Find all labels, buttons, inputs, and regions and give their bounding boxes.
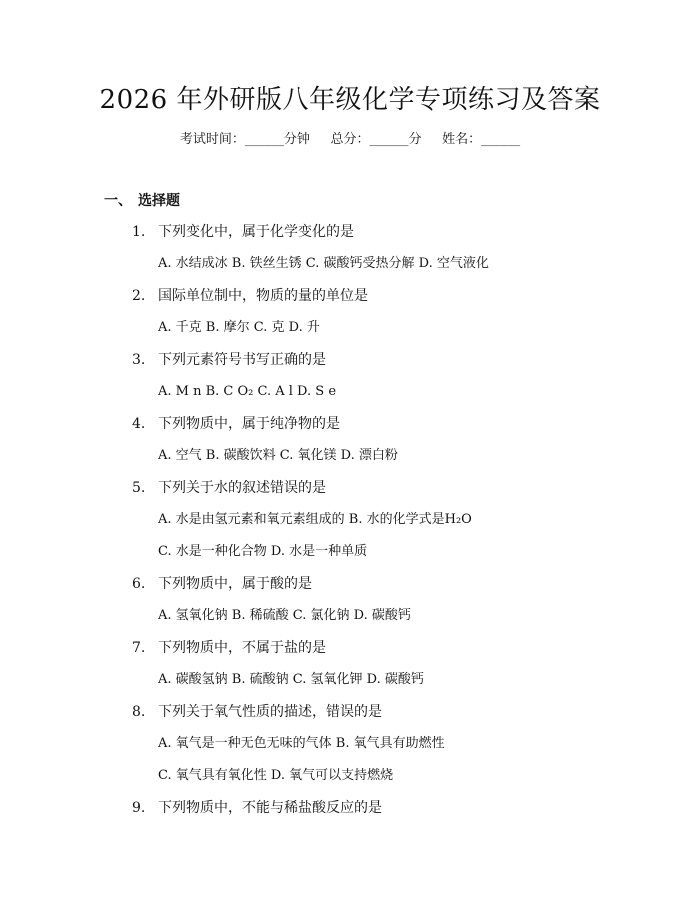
question-text: 下列元素符号书写正确的是 — [158, 352, 326, 368]
question-number: 7. — [132, 640, 146, 656]
question-options: A. 碳酸氢钠 B. 硫酸钠 C. 氢氧化钾 D. 碳酸钙 — [158, 672, 424, 687]
question-text: 下列物质中，属于纯净物的是 — [158, 416, 340, 432]
question-text: 下列物质中，不属于盐的是 — [158, 640, 326, 656]
question-stem — [132, 285, 368, 307]
question-stem — [132, 221, 354, 243]
question-stem — [132, 477, 326, 499]
section-heading — [104, 190, 180, 212]
question-number: 2. — [132, 288, 146, 304]
question-stem — [132, 413, 340, 435]
question-options: A. 氢氧化钠 B. 稀硫酸 C. 氯化钠 D. 碳酸钙 — [158, 608, 411, 623]
question-number: 8. — [132, 704, 146, 720]
question-options: A. M n B. C O₂ C. A l D. S e — [158, 384, 337, 399]
question-options: A. 氧气是一种无色无味的气体 B. 氧气具有助燃性 — [158, 736, 445, 751]
document-title: 2026 年外研版八年级化学专项练习及答案 — [99, 85, 601, 115]
question-text: 下列变化中，属于化学变化的是 — [158, 224, 354, 240]
question-text: 国际单位制中，物质的量的单位是 — [158, 288, 368, 304]
exam-meta-line: 考试时间：______分钟 总分：______分 姓名：______ — [179, 132, 521, 147]
question-options: C. 氧气具有氧化性 D. 氧气可以支持燃烧 — [158, 768, 394, 783]
question-number: 6. — [132, 576, 146, 592]
question-stem — [132, 637, 326, 659]
question-stem — [132, 701, 382, 723]
question-text: 下列关于水的叙述错误的是 — [158, 480, 326, 496]
question-number: 9. — [132, 800, 146, 816]
question-options: A. 空气 B. 碳酸饮料 C. 氧化镁 D. 漂白粉 — [158, 448, 398, 463]
question-number: 1. — [132, 224, 146, 240]
question-text: 下列关于氧气性质的描述，错误的是 — [158, 704, 382, 720]
section-label: 选择题 — [138, 193, 180, 209]
question-options: A. 水是由氢元素和氧元素组成的 B. 水的化学式是H₂O — [158, 512, 472, 527]
question-stem — [132, 573, 312, 595]
question-options: C. 水是一种化合物 D. 水是一种单质 — [158, 544, 368, 559]
question-number: 5. — [132, 480, 146, 496]
section-number: 一、 — [104, 193, 132, 209]
question-stem — [132, 349, 326, 371]
question-number: 4. — [132, 416, 146, 432]
question-stem — [132, 797, 382, 819]
question-text: 下列物质中，属于酸的是 — [158, 576, 312, 592]
question-options: A. 千克 B. 摩尔 C. 克 D. 升 — [158, 320, 320, 335]
question-text: 下列物质中，不能与稀盐酸反应的是 — [158, 800, 382, 816]
question-options: A. 水结成冰 B. 铁丝生锈 C. 碳酸钙受热分解 D. 空气液化 — [158, 256, 489, 271]
question-number: 3. — [132, 352, 146, 368]
